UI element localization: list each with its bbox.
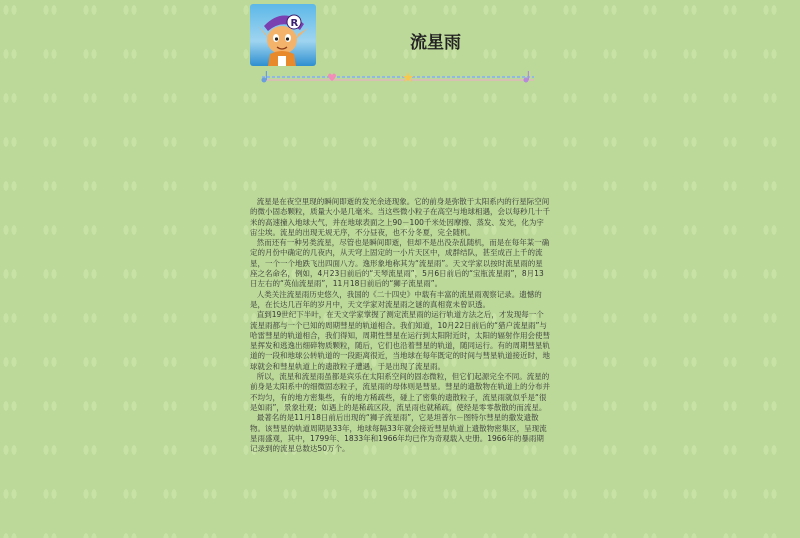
decorative-divider: [258, 68, 538, 84]
article-paragraph: 直到19世纪下半叶，在天文学家掌握了测定流星雨的运行轨道方法之后，才发现每一个流星雨都与一个已知的周期彗星的轨道相合。我们知道，10月22日前后的“猎户流星雨”与哈雷彗星的轨道相合，我们得知，周期性彗星在运行到太阳附近时，太阳的辐射作用会使彗星挥发和逃逸出细碎物质颗粒，随后，它们也沿着彗星的轨道，随同运行。有的周期彗星轨道的一段和地球公转轨道的一段距离很近，当地球在每年既定的时间与彗星轨道接近时，地球就会和彗星轨道上的遗散粒子遭遇，于是出现了流星雨。: [250, 310, 550, 371]
article-body: [250, 197, 550, 454]
article-header: [250, 4, 540, 84]
page-title: 流星雨: [410, 33, 461, 53]
article-paragraph: 然而还有一种另类流星，尽管也是瞬间即逝，但却不是出没杂乱随机，而是在每年某一确定的月份中确定的几夜内，从天穹上固定的一小片天区中，成群结队，甚至成百上千的流星，一个一个地跌飞出四面八方。逸形象地称其为“流星雨”。天文学家以按时流星雨的星座之名命名，例如，4月23日前后的“天琴流星雨”，5月6日前后的“宝瓶流星雨”，8月13日左右的“英仙流星雨”，11月18日前后的“狮子流星雨”。: [250, 238, 550, 289]
mascot-badge-letter: R: [290, 18, 299, 29]
article-paragraph: 人类关注流星雨历史悠久，我国的《二十四史》中载有丰富的流星雨观察记录。遗憾的是，在长达几百年的岁月中，天文学家对流星雨之谜的真相竟未曾识透。: [250, 289, 542, 309]
mascot-avatar: [250, 4, 316, 66]
article-paragraph: 最著名的是11月18日前后出现的“狮子流星雨”，它是坦普尔－图特尔彗星的撒发遗散物。该彗星的轨道周期是33年，地球每隔33年就会接近彗星轨道上遗散物密集区，呈现流星雨盛观，其中，1799年、1833年和1966年均已作为奇观载入史册。1966年的暴雨期记录到的流星总数达50万个。: [250, 413, 547, 454]
article-paragraph: 流星是在夜空里现的瞬间即逝的发光余迹现象。它的前身是弥散于太阳系内的行星际空间的微小固态颗粒，质量大小是几毫米。当这些微小粒子在高空与地球相遇，会以每秒几十千米的高速撞入地球大气，并在地球表面之上90－100千米处因摩擦、蒸发、发光，化为宇宙尘埃。流星的出现无规无序，不分昼夜，也不分冬夏，完全随机。: [250, 197, 550, 237]
article-paragraph: 所以，流星和流星雨虽都是宾乐在太阳系空间的固态微粒，但它们起源完全不同。流星的前身是太阳系中的细微固态粒子，流星雨的母体则是彗星。彗星的遗散物在轨道上的分布并不均匀，有的地方密集些，有的地方稀疏些，碰上了密集的遗散粒子，流星雨就似乎是“很是如雨”，景象壮观；如遇上的是稀疏区段，流星雨也就稀疏，使经是零零散散的而流星。: [250, 372, 550, 412]
mascot-illustration: [250, 4, 316, 66]
